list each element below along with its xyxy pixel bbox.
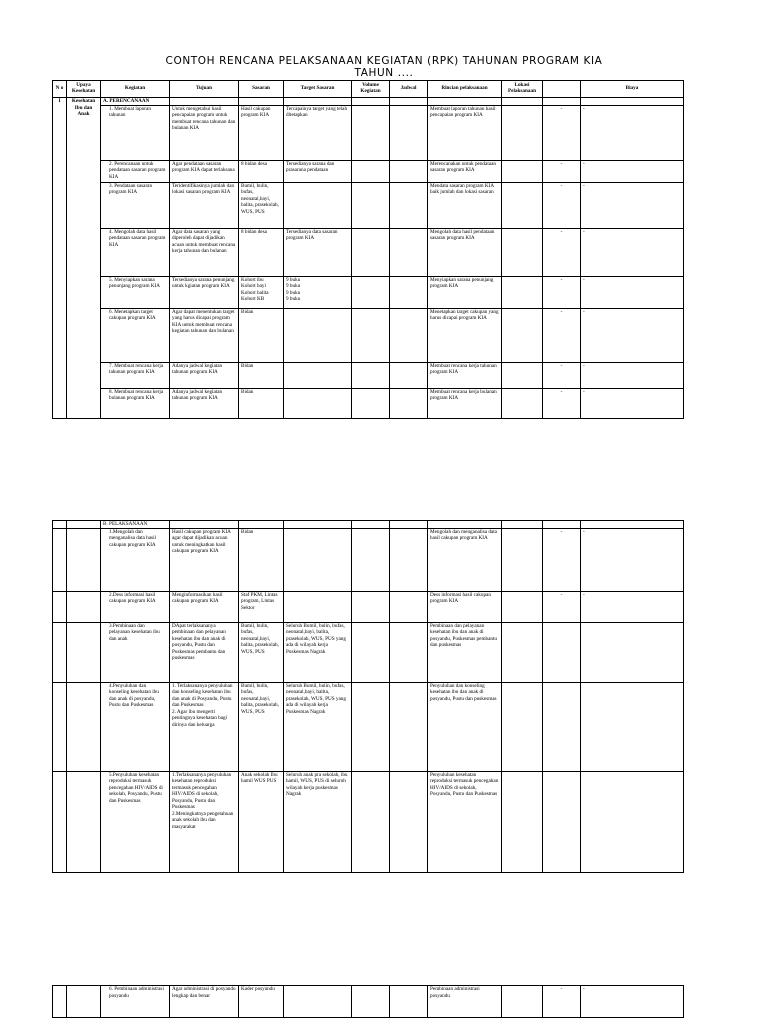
volume-cell: [352, 682, 390, 771]
target-cell: [284, 591, 352, 622]
biaya-cell: -: [581, 105, 684, 160]
header-target: Target Sasaran: [284, 81, 352, 98]
target-cell: [284, 308, 352, 362]
lokasi-cell: [502, 986, 543, 1018]
sasaran-cell: Kader posyandu: [239, 986, 284, 1018]
sasaran-cell: Bumil, bulin, bufas, neonatal,bayi, balita, prasekolah, WUS, PUS: [239, 182, 284, 228]
target-cell: Seluruh Bumil, bulin, bufas, neonatal,bayi, balita, prasekolah, WUS, PUS yang ada di wilayah kerja Puskesmas Nagrak: [284, 682, 352, 771]
jadwal-cell: [390, 182, 428, 228]
tujuan-cell: Agar administrasi di posyandu lengkap dan benar: [170, 986, 239, 1018]
table-row: [53, 528, 684, 591]
section-label: A. PERENCANAAN: [101, 98, 170, 106]
lokasi-cell: [502, 228, 543, 276]
kegiatan-cell: 8. Membuat rencana kerja bulanan program KIA: [101, 388, 170, 418]
lokasi-mark: -: [543, 388, 581, 418]
no-cell: [53, 682, 67, 771]
kegiatan-cell: 2.Dess informasi hasil cakupan program KIA: [101, 591, 170, 622]
header-tujuan: Tujuan: [170, 81, 239, 98]
section-label: B. PELAKSANAAN: [101, 521, 170, 529]
upaya-cell: [67, 528, 101, 591]
lokasi-cell: [502, 622, 543, 682]
biaya-cell: -: [581, 986, 684, 1018]
upaya-cell: [67, 986, 101, 1018]
biaya-cell: -: [581, 276, 684, 308]
table-row: [53, 276, 684, 308]
sasaran-cell: Bidan: [239, 308, 284, 362]
no-cell: [53, 521, 67, 529]
kegiatan-cell: 1. Membuat laporan tahunan: [101, 105, 170, 160]
biaya-cell: [581, 682, 684, 771]
empty-cell: [502, 98, 543, 106]
jadwal-cell: [390, 682, 428, 771]
table-row: [53, 105, 684, 160]
lokasi-cell: [502, 105, 543, 160]
empty-cell: [543, 98, 581, 106]
rincian-cell: Merencanakan untuk pendataan sasaran program KIA: [428, 160, 502, 182]
lokasi-mark: -: [543, 986, 581, 1018]
lokasi-cell: [502, 308, 543, 362]
target-cell: Tersedianya data sasaran program KIA: [284, 228, 352, 276]
empty-cell: [239, 521, 284, 529]
lokasi-cell: [502, 682, 543, 771]
jadwal-cell: [390, 160, 428, 182]
sasaran-cell: Staf PKM, Lintas program, Lintas Sektor: [239, 591, 284, 622]
biaya-cell: -: [581, 182, 684, 228]
tujuan-cell: Agar dapat menentukan target yang harus dicapai program KIA untuk membuat rencana kegiatan tahunan dan bulanan: [170, 308, 239, 362]
target-cell: 9 buku 9 buku 9 buku 9 buku: [284, 276, 352, 308]
lokasi-cell: [502, 160, 543, 182]
sasaran-cell: Hasil cakupan program KIA: [239, 105, 284, 160]
volume-cell: [352, 771, 390, 872]
document-title: CONTOH RENCANA PELAKSANAAN KEGIATAN (RPK) TAHUNAN PROGRAM KIA: [165, 55, 603, 67]
no-cell: [53, 528, 67, 591]
empty-cell: [543, 521, 581, 529]
volume-cell: [352, 105, 390, 160]
table-row: [53, 591, 684, 622]
rpk-table-page-1: [52, 80, 684, 419]
table-row: [53, 622, 684, 682]
biaya-cell: -: [581, 308, 684, 362]
empty-cell: [502, 521, 543, 529]
tujuan-cell: Agar data sasaran yang diperoleh dapat dijadikan acuan untuk membuat rencana kerja tahunan dan bulanan: [170, 228, 239, 276]
lokasi-cell: [502, 182, 543, 228]
kegiatan-cell: 2. Perencanaan untuk pendataan sasaran program KIA: [101, 160, 170, 182]
header-upaya: Upaya Kesehatan: [67, 81, 101, 98]
kegiatan-cell: 7. Membuat rencana kerja tahunan program KIA: [101, 362, 170, 388]
rincian-cell: Penyuluhan kesehatan reproduksi termasuk pencegahan HIV/AIDS di sekolah, Posyandu, Pustu dan Puskesmas: [428, 771, 502, 872]
table-row: [53, 182, 684, 228]
biaya-cell: [581, 771, 684, 872]
empty-cell: [170, 98, 239, 106]
lokasi-cell: [502, 528, 543, 591]
lokasi-mark: -: [543, 591, 581, 622]
lokasi-cell: [502, 591, 543, 622]
empty-cell: [239, 98, 284, 106]
upaya-cell: [67, 682, 101, 771]
table-row: [53, 228, 684, 276]
lokasi-mark: -: [543, 276, 581, 308]
target-cell: Seluruh Bumil, bulin, bufas, neonatal,bayi, balita, prasekolah, WUS, PUS yang ada di wilayah kerja Puskesmas Nagrak: [284, 622, 352, 682]
table-row: [53, 986, 684, 1018]
tujuan-cell: Hasil cakupan program KIA agar dapat dijadikan acuan untuk meningkatkan hasil cakupan program KIA: [170, 528, 239, 591]
target-cell: [284, 388, 352, 418]
header-biaya: Biaya: [581, 81, 684, 98]
empty-cell: [390, 98, 428, 106]
lokasi-cell: [502, 276, 543, 308]
no-cell: [53, 591, 67, 622]
rincian-cell: Pembinaan dan pelayanan kesehatan ibu dan anak di posyandu, Puskesmas pembantu dan puskesmas: [428, 622, 502, 682]
jadwal-cell: [390, 228, 428, 276]
sasaran-cell: Bumil, bulin, bufas, neonatal,bayi, balita, prasekolah, WUS, PUS: [239, 622, 284, 682]
table-row: [53, 308, 684, 362]
no-cell: [53, 986, 67, 1018]
tujuan-cell: Adanya jadwal kegiatan tahunan program KIA: [170, 388, 239, 418]
header-kegiatan: Kegiatan: [101, 81, 170, 98]
biaya-cell: -: [581, 591, 684, 622]
sasaran-cell: 8 bidan desa: [239, 228, 284, 276]
tujuan-cell: 1.Terlaksananya penyuluhan kesehatan reproduksi termasuk pencegahan HIV/AIDS di sekolah, Posyandu, Pustu dan Puskesmas 2.Meningkatnya pengetahuan anak sekolah ibu dan masyarakat: [170, 771, 239, 872]
rincian-cell: Mendata sasaran program KIA baik jumlah dan lokasi sasaran: [428, 182, 502, 228]
table-row: [53, 362, 684, 388]
kegiatan-cell: 5.Penyuluhan kesehatan reproduksi termasuk pencegahan HIV/AIDS di sekolah, Posyandu, Pustu dan Puskesmas: [101, 771, 170, 872]
kegiatan-cell: 1.Mengolah dan menganalisa data hasil cakupan program KIA: [101, 528, 170, 591]
jadwal-cell: [390, 105, 428, 160]
empty-cell: [428, 521, 502, 529]
target-cell: Tercapainya target yang telah ditetapkan: [284, 105, 352, 160]
table-row: [53, 771, 684, 872]
biaya-cell: -: [581, 388, 684, 418]
lokasi-cell: [502, 362, 543, 388]
rincian-cell: Membuat rencana kerja tahunan program KIA: [428, 362, 502, 388]
volume-cell: [352, 388, 390, 418]
volume-cell: [352, 362, 390, 388]
lokasi-mark: [543, 771, 581, 872]
volume-cell: [352, 308, 390, 362]
sasaran-cell: 8 bidan desa: [239, 160, 284, 182]
jadwal-cell: [390, 771, 428, 872]
empty-cell: [581, 521, 684, 529]
tujuan-cell: Agar pendataan sasaran program KIA dapat terlaksana: [170, 160, 239, 182]
biaya-cell: [581, 622, 684, 682]
header-sasaran: Sasaran: [239, 81, 284, 98]
sasaran-cell: Anak sekolah Ibu hamil WUS PUS: [239, 771, 284, 872]
kegiatan-cell: 3.Pembinaan dan pelayanan kesehatan ibu dan anak: [101, 622, 170, 682]
biaya-cell: -: [581, 160, 684, 182]
rpk-table-page-3: [52, 985, 684, 1018]
empty-cell: [284, 521, 352, 529]
lokasi-mark: -: [543, 528, 581, 591]
lokasi-cell: [502, 771, 543, 872]
jadwal-cell: [390, 308, 428, 362]
rincian-cell: Pembinaan administrasi posyandu: [428, 986, 502, 1018]
empty-cell: [352, 521, 390, 529]
kegiatan-cell: 6. Menetapkan target cakupan program KIA: [101, 308, 170, 362]
jadwal-cell: [390, 528, 428, 591]
lokasi-mark: [543, 622, 581, 682]
tujuan-cell: 1. Terlaksananya penyuluhan dan konseling kesehatan ibu dan anak di Posyandu, Pustu dan Puskesmas 2. Agar ibu mengerti pentingnya kesehatan bagi dirinya dan keluarga: [170, 682, 239, 771]
lokasi-mark: -: [543, 105, 581, 160]
kegiatan-cell: 4.Penyuluhan dan konseling kesehatan ibu dan anak di posyandu, Pustu dan Puskesmas: [101, 682, 170, 771]
jadwal-cell: [390, 388, 428, 418]
no-cell: [53, 622, 67, 682]
tujuan-cell: Untuk mengetahui hasil pencapaian program untuk membuat rencana tahunan dan bulanan KIA: [170, 105, 239, 160]
section-row: [53, 98, 684, 106]
jadwal-cell: [390, 276, 428, 308]
jadwal-cell: [390, 591, 428, 622]
header-no: N o: [53, 81, 67, 98]
kegiatan-cell: 3. Pendataan sasaran program KIA: [101, 182, 170, 228]
rincian-cell: Membuat laporan tahunan hasil pencapaian program KIA: [428, 105, 502, 160]
sasaran-cell: Bumil, bulin, bufas, neonatal,bayi, balita, prasekolah, WUS, PUS: [239, 682, 284, 771]
volume-cell: [352, 622, 390, 682]
volume-cell: [352, 986, 390, 1018]
empty-cell: [170, 521, 239, 529]
header-lokasi: Lokasi Pelaksanaan: [502, 81, 543, 98]
volume-cell: [352, 182, 390, 228]
sasaran-cell: Kohort ibu Kohort bayi Kohort balita Kohort KB: [239, 276, 284, 308]
volume-cell: [352, 228, 390, 276]
header-jadwal: Jadwal: [390, 81, 428, 98]
target-cell: [284, 528, 352, 591]
biaya-cell: -: [581, 362, 684, 388]
rincian-cell: Dess informasi hasil cakupan program KIA: [428, 591, 502, 622]
target-cell: Tersedianya sarana dan prasarana pendataan: [284, 160, 352, 182]
rincian-cell: Mengolah dan menganalisa data hasil cakupan program KIA: [428, 528, 502, 591]
rincian-cell: Membuat rencana kerja bulanan program KIA: [428, 388, 502, 418]
target-cell: Seluruh anak pra sekolah, ibu hamil, WUS, PUS di seluruh wilayah kerja puskesmas Nagrak: [284, 771, 352, 872]
kegiatan-cell: 6. Pembinaan administrasi posyandu: [101, 986, 170, 1018]
empty-cell: [284, 98, 352, 106]
empty-cell: [390, 521, 428, 529]
table-row: [53, 682, 684, 771]
volume-cell: [352, 276, 390, 308]
table-row: [53, 388, 684, 418]
tujuan-cell: Menginformasikan hasil cakupan program KIA: [170, 591, 239, 622]
kegiatan-cell: 5. Menyiapkan sarana penunjang program KIA: [101, 276, 170, 308]
rincian-cell: Mengolah data hasil pendataan sasaran program KIA: [428, 228, 502, 276]
volume-cell: [352, 591, 390, 622]
section-row: [53, 521, 684, 529]
target-cell: [284, 182, 352, 228]
kegiatan-cell: 4. Mengolah data hasil pendataan sasaran program KIA: [101, 228, 170, 276]
table-header-row: [53, 81, 684, 98]
empty-cell: [352, 98, 390, 106]
upaya-cell: [67, 591, 101, 622]
header-volume: Volume Kegiatan: [352, 81, 390, 98]
rincian-cell: Menetapkan target cakupan yang harus dicapai program KIA: [428, 308, 502, 362]
header-biaya-1: [543, 81, 581, 98]
tujuan-cell: Tersedianya sarana penunjang untuk kgiatan program KIA: [170, 276, 239, 308]
no-cell: [53, 771, 67, 872]
table-row: [53, 160, 684, 182]
upaya-cell: [67, 521, 101, 529]
volume-cell: [352, 528, 390, 591]
lokasi-mark: [543, 682, 581, 771]
sasaran-cell: Bidan: [239, 362, 284, 388]
lokasi-mark: -: [543, 362, 581, 388]
tujuan-cell: Adanya jadwal kegiatan tahunan program KIA: [170, 362, 239, 388]
sasaran-cell: Bidan: [239, 528, 284, 591]
lokasi-mark: -: [543, 308, 581, 362]
volume-cell: [352, 160, 390, 182]
upaya-cell: [67, 622, 101, 682]
jadwal-cell: [390, 622, 428, 682]
lokasi-mark: -: [543, 228, 581, 276]
empty-cell: [428, 98, 502, 106]
row-number: I: [53, 98, 67, 419]
empty-cell: [581, 98, 684, 106]
target-cell: [284, 362, 352, 388]
tujuan-cell: Teridentifikasinya jumlah dan lokasi sasaran program KIA: [170, 182, 239, 228]
tujuan-cell: DApat terlaksananya pembinaan dan pelayanan kesehatan ibu dan anak di posyandu, Pustu dan Puskesmas pembantu dan puskesmas: [170, 622, 239, 682]
lokasi-mark: -: [543, 182, 581, 228]
biaya-cell: -: [581, 228, 684, 276]
target-cell: [284, 986, 352, 1018]
header-rincian: Rincian pelaksanaan: [428, 81, 502, 98]
lokasi-mark: -: [543, 160, 581, 182]
rpk-table-page-2: [52, 520, 684, 873]
upaya-kesehatan: Kesehatan Ibu dan Anak: [67, 98, 101, 419]
sasaran-cell: Bidan: [239, 388, 284, 418]
lokasi-cell: [502, 388, 543, 418]
rincian-cell: Menyiapkan sarana penunjang program KIA: [428, 276, 502, 308]
biaya-cell: -: [581, 528, 684, 591]
jadwal-cell: [390, 362, 428, 388]
jadwal-cell: [390, 986, 428, 1018]
document-title-year: TAHUN ....: [354, 67, 414, 79]
upaya-cell: [67, 771, 101, 872]
rincian-cell: Penyuluhan dan konseling kesehatan ibu dan anak di posyandu, Pustu dan puskesmas: [428, 682, 502, 771]
